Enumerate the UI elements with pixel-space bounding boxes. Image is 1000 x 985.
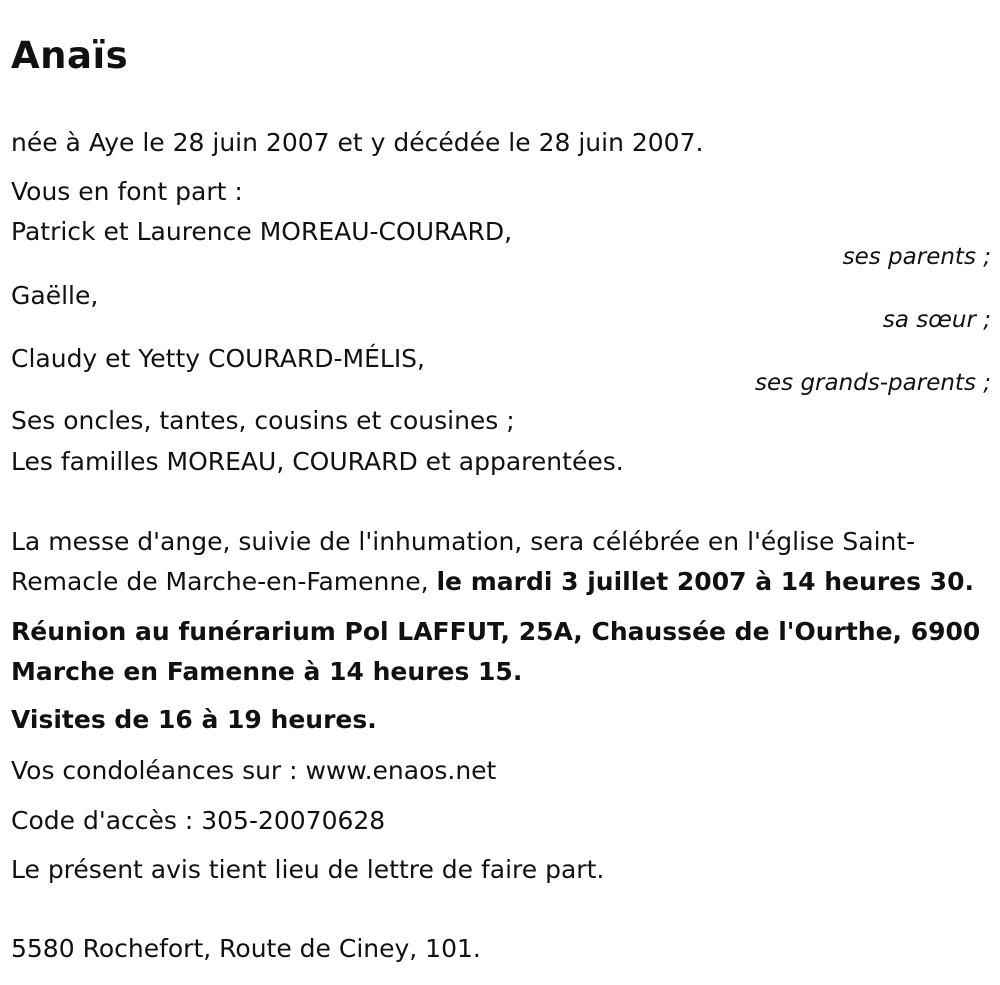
- families-line: Les familles MOREAU, COURARD et apparentées.: [11, 447, 624, 476]
- visits-info: Visites de 16 à 19 heures.: [11, 705, 377, 734]
- mass-paragraph: [11, 522, 986, 602]
- mass-text: La messe d'ange, suivie de l'inhumation, sera célébrée en l'église Saint-Remacle de Marche-en-Famenne,: [11, 527, 916, 596]
- access-code: Code d'accès : 305-20070628: [11, 806, 386, 835]
- mass-date: le mardi 3 juillet 2007 à 14 heures 30.: [436, 567, 974, 596]
- announce-intro: Vous en font part :: [11, 177, 243, 206]
- family-grandparents-relation: ses grands-parents ;: [755, 370, 991, 396]
- family-parents-relation: ses parents ;: [842, 244, 991, 270]
- meeting-info: Réunion au funérarium Pol LAFFUT, 25A, Chaussée de l'Ourthe, 6900 Marche en Famenne à 14 heures 15.: [11, 617, 981, 686]
- birth-death-line: née à Aye le 28 juin 2007 et y décédée le 28 juin 2007.: [11, 128, 704, 157]
- family-sister-name: Gaëlle,: [11, 281, 99, 310]
- deceased-name: Anaïs: [11, 34, 129, 77]
- address: 5580 Rochefort, Route de Ciney, 101.: [11, 934, 481, 963]
- notice-text: Le présent avis tient lieu de lettre de faire part.: [11, 855, 605, 884]
- family-parents-names: Patrick et Laurence MOREAU-COURARD,: [11, 217, 513, 246]
- family-sister-relation: sa sœur ;: [882, 307, 991, 333]
- other-relatives: Ses oncles, tantes, cousins et cousines ;: [11, 406, 515, 435]
- condolences-info: Vos condoléances sur : www.enaos.net: [11, 756, 497, 785]
- family-grandparents-names: Claudy et Yetty COURARD-MÉLIS,: [11, 344, 426, 373]
